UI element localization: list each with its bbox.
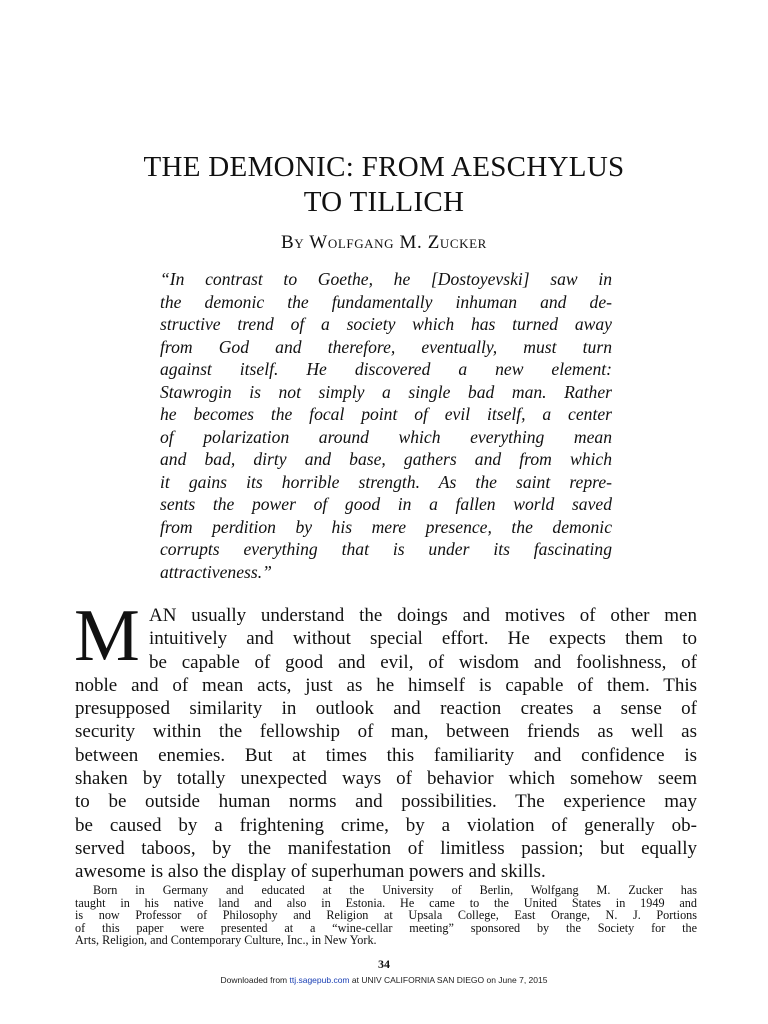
epigraph-line: from perdition by his mere presence, the demonic — [160, 516, 612, 537]
source-link[interactable]: ttj.sagepub.com — [289, 975, 350, 985]
footnote-line: Born in Germany and educated at the University of Berlin, Wolfgang M. Zucker has — [93, 883, 697, 897]
body-line: security within the fellowship of man, between friends as well as — [75, 721, 697, 743]
page-number: 34 — [378, 957, 390, 971]
body-line: be capable of good and evil, of wisdom and foolishness, of — [149, 651, 697, 673]
epigraph-line: and bad, dirty and base, gathers and from which — [160, 449, 612, 469]
epigraph-line: it gains its horrible strength. As the saint repre- — [160, 471, 612, 492]
body-line: intuitively and without special effort. He expects them to — [149, 628, 697, 650]
footnote-line: is now Professor of Philosophy and Religion at Upsala College, East Orange, N. J. Portions — [75, 908, 697, 923]
epigraph-line: sents the power of good in a fallen world saved — [160, 494, 612, 514]
epigraph-line: Stawrogin is not simply a single bad man. Rather — [160, 381, 612, 402]
epigraph-line: “In contrast to Goethe, he [Dostoyevski] saw in — [160, 269, 612, 289]
body-line: to be outside human norms and possibilities. The experience may — [75, 791, 697, 813]
footnote-line: of this paper were presented at a “wine-cellar meeting” sponsored by the Society for the — [75, 920, 697, 935]
body-line: shaken by totally unexpected ways of behavior which somehow seem — [75, 768, 697, 790]
article-title — [80, 150, 688, 220]
body-line: noble and of mean acts, just as he himself is capable of them. This — [75, 674, 697, 696]
body-line: served taboos, by the manifestation of limitless passion; but equally — [75, 837, 697, 859]
footnote-line: taught in his native land and also in Estonia. He came to the United States in 1949 and — [75, 895, 697, 910]
epigraph-line: against itself. He discovered a new element: — [160, 359, 612, 379]
body-line: awesome is also the display of superhuman powers and skills. — [75, 861, 546, 883]
author-byline: By Wolfgang M. Zucker — [281, 232, 487, 253]
download-prefix: Downloaded from — [220, 975, 290, 985]
epigraph-line: from God and therefore, eventually, must turn — [160, 336, 612, 357]
body-line: AN usually understand the doings and motives of other men — [149, 605, 697, 626]
epigraph-line: attractiveness.” — [160, 561, 272, 582]
footnote-line: Arts, Religion, and Contemporary Culture, Inc., in New York. — [75, 933, 377, 948]
body-line: be caused by a frightening crime, by a violation of generally ob- — [75, 814, 697, 836]
epigraph-line: corrupts everything that is under its fascinating — [160, 539, 612, 559]
title-line: TO TILLICH — [303, 186, 465, 218]
epigraph-line: he becomes the focal point of evil itself, a center — [160, 404, 612, 424]
epigraph-line: the demonic the fundamentally inhuman and de- — [160, 291, 612, 312]
title-line: THE DEMONIC: FROM AESCHYLUS — [143, 151, 625, 183]
drop-cap: M — [74, 595, 140, 677]
epigraph-line: structive trend of a society which has turned away — [160, 314, 612, 334]
epigraph-quote — [160, 268, 612, 583]
body-line: presupposed similarity in outlook and reaction creates a sense of — [75, 698, 697, 720]
body-line: between enemies. But at times this familiarity and confidence is — [75, 744, 697, 766]
body-paragraph — [74, 595, 697, 884]
epigraph-line: of polarization around which everything mean — [160, 426, 612, 447]
download-notice — [0, 975, 768, 985]
author-footnote — [75, 884, 697, 947]
download-suffix: at UNIV CALIFORNIA SAN DIEGO on June 7, 2015 — [349, 975, 548, 985]
